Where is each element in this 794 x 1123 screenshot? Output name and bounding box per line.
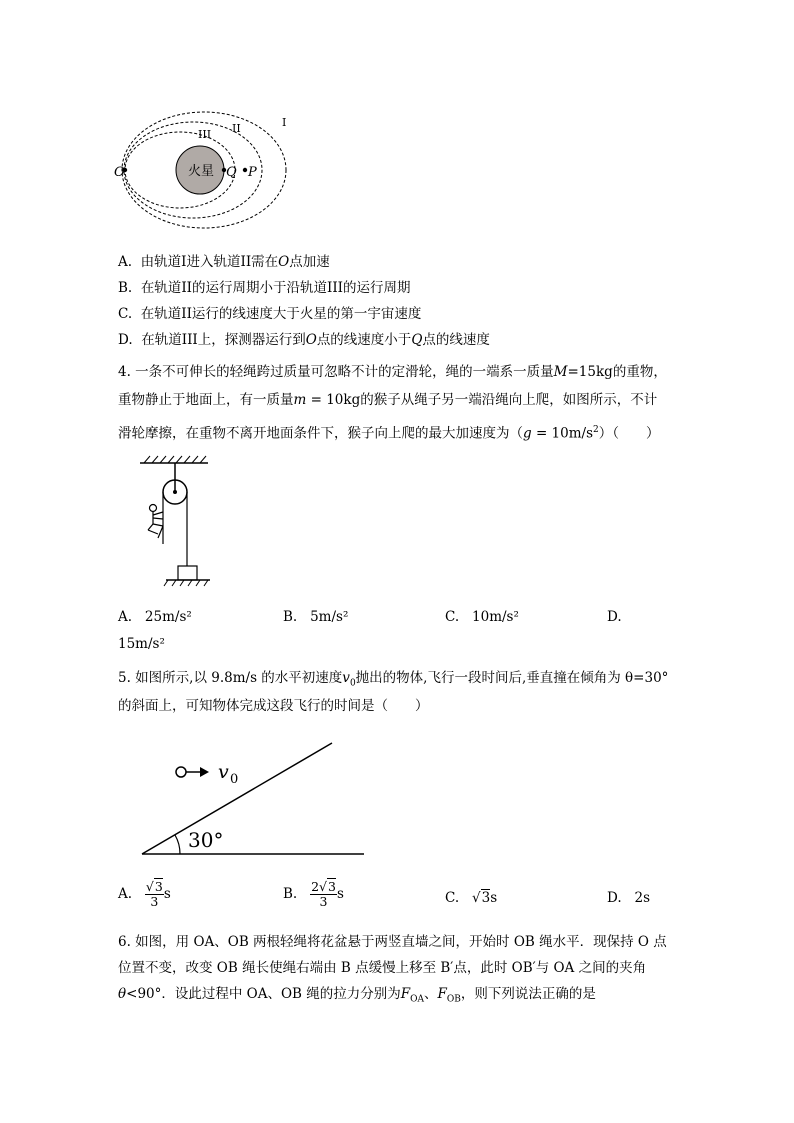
q5-option-d: D. 2s — [607, 890, 651, 906]
weight-block — [178, 566, 197, 580]
orbit-I-label: I — [282, 116, 287, 129]
ball — [176, 767, 186, 777]
q4-option-b: B. 5m/s² — [283, 609, 349, 625]
point-Q-label: Q — [226, 165, 237, 180]
q6-stem-line2: 位置不变，改变 OB 绳长使绳右端由 B 点缓慢上移至 B′点，此时 OB′与 OA 之间的夹角 — [118, 960, 647, 976]
orbit-III-label: III — [198, 128, 212, 141]
velocity-subscript: 0 — [230, 772, 239, 787]
q4-stem-line3: 滑轮摩擦，在重物不离开地面条件下，猴子向上爬的最大加速度为$(g = 10m/s^2)$（ ） — [118, 425, 660, 442]
velocity-label: v — [218, 761, 229, 783]
angle-label: 30° — [188, 828, 224, 852]
q5-option-a: A. $\frac{√3}{3}$ s — [118, 879, 171, 909]
q5-stem-line1: 5. 如图所示,以 9.8m/s 的水平初速度$v_0$抛出的物体,飞行一段时间后,垂直撞在倾角为 θ=30° — [118, 670, 669, 689]
pulley-figure — [138, 454, 214, 594]
q3-option-b: B. 在轨道II的运行周期小于沿轨道III的运行周期 — [118, 280, 411, 296]
q3-option-a: A. 由轨道I进入轨道II需在O点加速 — [118, 254, 330, 270]
q4-option-d: 15m/s² — [118, 636, 165, 652]
q4-option-c: C. 10m/s² — [445, 609, 519, 625]
velocity-arrow — [200, 767, 209, 777]
q5-option-c: C. √3s — [445, 890, 498, 906]
q3-option-c: C. 在轨道II运行的线速度大于火星的第一宇宙速度 — [118, 306, 422, 322]
q5-stem-line2: 的斜面上，可知物体完成这段飞行的时间是（ ） — [118, 698, 429, 714]
orbit-II-label: II — [232, 122, 241, 135]
q5-option-b: B. $\frac{2√3}{3}$ s — [283, 879, 344, 909]
incline-slope — [142, 743, 332, 854]
q4-stem-line1: 4. 一条不可伸长的轻绳跨过质量可忽略不计的定滑轮，绳的一端系一质量M=15kg的重物， — [118, 364, 667, 380]
monkey — [148, 505, 163, 539]
mars-label: 火星 — [188, 164, 215, 179]
point-O-label: O — [114, 165, 125, 180]
q3-option-d: D. 在轨道III上，探测器运行到O点的线速度小于Q点的线速度 — [118, 332, 490, 348]
q6-stem-line1: 6. 如图，用 OA、OB 两根轻绳将花盆悬于两竖直墙之间，开始时 OB 绳水平．现保持 O 点 — [118, 934, 667, 950]
q4-stem-line2: 重物静止于地面上，有一质量m = 10kg的猴子从绳子另一端沿绳向上爬，如图所示，不计 — [118, 392, 658, 408]
q4-option-d-label: D. — [607, 609, 622, 625]
q6-stem-line3: θ<90°．设此过程中 OA、OB 绳的拉力分别为$F_{OA}$、$F_{OB}$，则下列说法正确的是 — [118, 986, 596, 1005]
q4-option-a: A. 25m/s² — [118, 609, 192, 625]
incline-figure — [138, 738, 368, 858]
point-P-label: P — [248, 165, 257, 180]
orbit-figure — [114, 108, 308, 238]
angle-arc — [175, 835, 180, 854]
point-P-dot — [243, 168, 247, 172]
